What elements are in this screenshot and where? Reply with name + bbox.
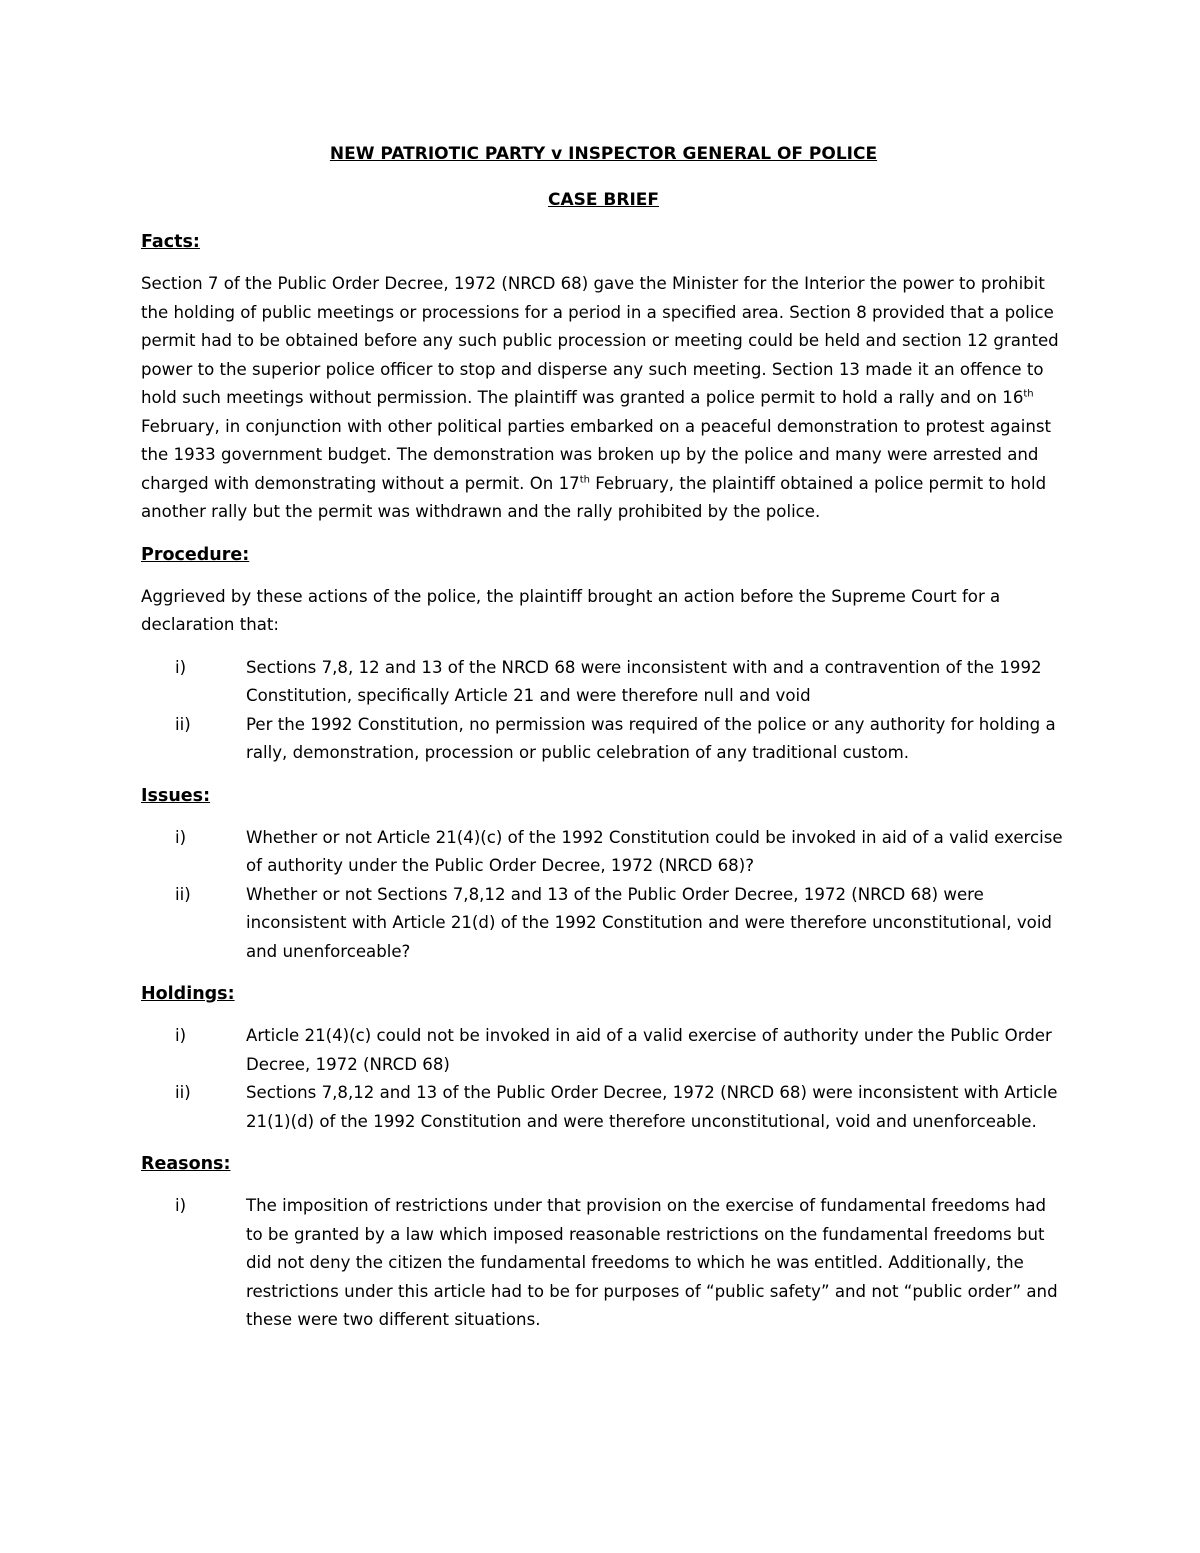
issues-list [141, 824, 1066, 967]
list-item [141, 824, 1066, 881]
facts-text-b: February, in conjunction with other political parties embarked on a peaceful demonstration to protest against the 1933 government budget. The demonstration was broken up by the police and many were arrested and charged with demonstrating without a permit. On 17 [141, 416, 1051, 493]
list-item [141, 1022, 1066, 1079]
ordinal-suffix: th [1023, 388, 1034, 400]
list-number: ii) [175, 884, 191, 904]
facts-text-a: Section 7 of the Public Order Decree, 1972 (NRCD 68) gave the Minister for the Interior the power to prohibit the holding of public meetings or processions for a period in a specified area. Section 8 provided that a police permit had to be obtained before any such public procession or meeting could be held and section 12 granted power to the superior police officer to stop and disperse any such meeting. Section 13 made it an offence to hold such meetings without permission. The plaintiff was granted a police permit to hold a rally and on 16 [141, 274, 1059, 407]
reasons-list [141, 1192, 1066, 1335]
facts-text-c: February, the plaintiff obtained a police permit to hold another rally but the permit was withdrawn and the rally prohibited by the police. [141, 473, 1047, 521]
facts-heading: Facts: [141, 232, 200, 252]
procedure-list [141, 654, 1066, 768]
list-text: Sections 7,8,12 and 13 of the Public Order Decree, 1972 (NRCD 68) were inconsistent with Article 21(1)(d) of the 1992 Constitution and were therefore unconstitutional, void and unenforceable. [246, 1083, 1058, 1131]
list-item [141, 1192, 1066, 1335]
holdings-heading: Holdings: [141, 984, 235, 1004]
document-title: NEW PATRIOTIC PARTY v INSPECTOR GENERAL OF POLICE [329, 144, 878, 164]
list-text: The imposition of restrictions under that provision on the exercise of fundamental freedoms had to be granted by a law which imposed reasonable restrictions on the fundamental freedoms but did not deny the citizen the fundamental freedoms to which he was entitled. Additionally, the restrictions under this article had to be for purposes of “public safety” and not “public order” and these were two different situations. [246, 1196, 1058, 1329]
holdings-list [141, 1022, 1066, 1136]
list-text: Whether or not Sections 7,8,12 and 13 of the Public Order Decree, 1972 (NRCD 68) were inconsistent with Article 21(d) of the 1992 Constitution and were therefore unconstitutional, void and unenforceable? [246, 884, 1052, 961]
list-number: ii) [175, 714, 191, 734]
list-item [141, 654, 1066, 711]
list-text: Sections 7,8, 12 and 13 of the NRCD 68 were inconsistent with and a contravention of the 1992 Constitution, specifically Article 21 and were therefore null and void [246, 657, 1042, 705]
list-item [141, 1079, 1066, 1136]
list-number: ii) [175, 1083, 191, 1102]
document-subtitle: CASE BRIEF [547, 190, 659, 210]
list-number: i) [175, 657, 187, 677]
list-number: i) [175, 1026, 187, 1045]
ordinal-suffix: th [579, 473, 590, 485]
list-item [141, 711, 1066, 768]
list-number: i) [175, 827, 187, 847]
list-item [141, 881, 1066, 967]
list-text: Whether or not Article 21(4)(c) of the 1992 Constitution could be invoked in aid of a valid exercise of authority under the Public Order Decree, 1972 (NRCD 68)? [246, 827, 1063, 875]
procedure-heading: Procedure: [141, 544, 250, 565]
document-body [141, 140, 1066, 1349]
list-text: Article 21(4)(c) could not be invoked in aid of a valid exercise of authority under the Public Order Decree, 1972 (NRCD 68) [246, 1026, 1052, 1074]
facts-paragraph [141, 270, 1066, 527]
list-number: i) [175, 1196, 187, 1215]
reasons-heading: Reasons: [141, 1154, 231, 1174]
issues-heading: Issues: [141, 785, 211, 806]
procedure-intro: Aggrieved by these actions of the police, the plaintiff brought an action before the Supreme Court for a declaration that: [141, 586, 1001, 634]
list-text: Per the 1992 Constitution, no permission was required of the police or any authority for holding a rally, demonstration, procession or public celebration of any traditional custom. [246, 714, 1056, 762]
